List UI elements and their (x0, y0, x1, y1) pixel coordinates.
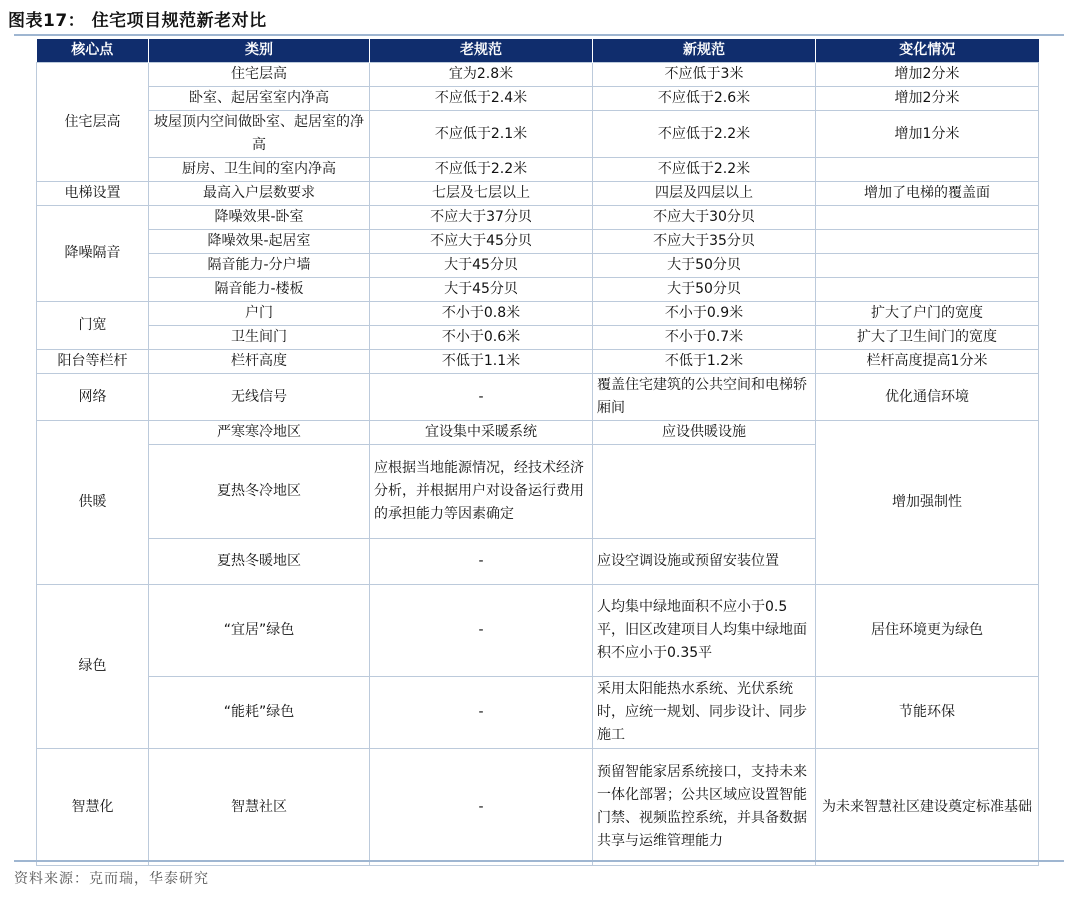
change-cell: 节能环保 (816, 677, 1039, 749)
old-spec-cell: 不低于1.1米 (370, 350, 593, 374)
change-cell (816, 278, 1039, 302)
change-cell: 增加强制性 (816, 421, 1039, 585)
table-row (37, 677, 1039, 749)
header-change: 变化情况 (816, 39, 1039, 63)
table-row (37, 421, 1039, 445)
old-spec-cell: 不应大于45分贝 (370, 230, 593, 254)
category-cell: “能耗”绿色 (149, 677, 370, 749)
core-cell: 网络 (37, 374, 149, 421)
core-cell: 降噪隔音 (37, 206, 149, 302)
table-header-row (37, 39, 1039, 63)
core-cell: 智慧化 (37, 749, 149, 866)
title-divider (14, 34, 1064, 36)
core-cell: 住宅层高 (37, 63, 149, 182)
old-spec-cell: 大于45分贝 (370, 254, 593, 278)
category-cell: “宜居”绿色 (149, 585, 370, 677)
category-cell: 智慧社区 (149, 749, 370, 866)
new-spec-cell: 覆盖住宅建筑的公共空间和电梯轿厢间 (593, 374, 816, 421)
category-cell: 严寒寒冷地区 (149, 421, 370, 445)
header-old-spec: 老规范 (370, 39, 593, 63)
old-spec-cell: 宜为2.8米 (370, 63, 593, 87)
old-spec-cell: 不应低于2.1米 (370, 111, 593, 158)
new-spec-cell: 采用太阳能热水系统、光伏系统时，应统一规划、同步设计、同步施工 (593, 677, 816, 749)
change-cell (816, 230, 1039, 254)
old-spec-cell: 七层及七层以上 (370, 182, 593, 206)
table-row (37, 278, 1039, 302)
core-cell: 电梯设置 (37, 182, 149, 206)
table-row (37, 302, 1039, 326)
header-category: 类别 (149, 39, 370, 63)
table-row (37, 326, 1039, 350)
category-cell: 降噪效果-起居室 (149, 230, 370, 254)
table-row (37, 254, 1039, 278)
source-note: 资料来源：克而瑞，华泰研究 (14, 871, 209, 887)
old-spec-cell: 不小于0.8米 (370, 302, 593, 326)
table-row (37, 585, 1039, 677)
table-row (37, 182, 1039, 206)
change-cell: 增加2分米 (816, 87, 1039, 111)
table-row (37, 749, 1039, 866)
change-cell (816, 254, 1039, 278)
comparison-table (36, 39, 1039, 866)
table-row (37, 87, 1039, 111)
old-spec-cell: - (370, 677, 593, 749)
old-spec-cell: - (370, 539, 593, 585)
header-core: 核心点 (37, 39, 149, 63)
table-row (37, 206, 1039, 230)
old-spec-cell: 不应大于37分贝 (370, 206, 593, 230)
category-cell: 住宅层高 (149, 63, 370, 87)
category-cell: 降噪效果-卧室 (149, 206, 370, 230)
old-spec-cell: - (370, 585, 593, 677)
new-spec-cell: 不应低于2.2米 (593, 111, 816, 158)
table-row (37, 350, 1039, 374)
change-cell: 栏杆高度提高1分米 (816, 350, 1039, 374)
core-cell: 供暖 (37, 421, 149, 585)
change-cell (816, 206, 1039, 230)
category-cell: 栏杆高度 (149, 350, 370, 374)
core-cell: 阳台等栏杆 (37, 350, 149, 374)
old-spec-cell: 不应低于2.2米 (370, 158, 593, 182)
new-spec-cell: 四层及四层以上 (593, 182, 816, 206)
change-cell: 增加了电梯的覆盖面 (816, 182, 1039, 206)
category-cell: 隔音能力-分户墙 (149, 254, 370, 278)
old-spec-cell: 大于45分贝 (370, 278, 593, 302)
new-spec-cell: 不应低于2.6米 (593, 87, 816, 111)
old-spec-cell: 宜设集中采暖系统 (370, 421, 593, 445)
new-spec-cell: 预留智能家居系统接口，支持未来一体化部署；公共区域应设置智能门禁、视频监控系统，并具备数据共享与运维管理能力 (593, 749, 816, 866)
new-spec-cell (593, 445, 816, 539)
category-cell: 厨房、卫生间的室内净高 (149, 158, 370, 182)
change-cell: 扩大了卫生间门的宽度 (816, 326, 1039, 350)
category-cell: 坡屋顶内空间做卧室、起居室的净高 (149, 111, 370, 158)
table-row (37, 374, 1039, 421)
category-cell: 隔音能力-楼板 (149, 278, 370, 302)
change-cell: 居住环境更为绿色 (816, 585, 1039, 677)
table-row (37, 158, 1039, 182)
core-cell: 门宽 (37, 302, 149, 350)
old-spec-cell: - (370, 374, 593, 421)
new-spec-cell: 不应大于30分贝 (593, 206, 816, 230)
category-cell: 无线信号 (149, 374, 370, 421)
bottom-divider (14, 860, 1064, 862)
new-spec-cell: 不小于0.9米 (593, 302, 816, 326)
change-cell: 为未来智慧社区建设奠定标准基础 (816, 749, 1039, 866)
new-spec-cell: 不应大于35分贝 (593, 230, 816, 254)
old-spec-cell: 应根据当地能源情况，经技术经济分析，并根据用户对设备运行费用的承担能力等因素确定 (370, 445, 593, 539)
change-cell: 扩大了户门的宽度 (816, 302, 1039, 326)
old-spec-cell: - (370, 749, 593, 866)
new-spec-cell: 应设空调设施或预留安装位置 (593, 539, 816, 585)
old-spec-cell: 不应低于2.4米 (370, 87, 593, 111)
new-spec-cell: 大于50分贝 (593, 278, 816, 302)
category-cell: 夏热冬暖地区 (149, 539, 370, 585)
category-cell: 户门 (149, 302, 370, 326)
old-spec-cell: 不小于0.6米 (370, 326, 593, 350)
change-cell: 增加1分米 (816, 111, 1039, 158)
category-cell: 夏热冬冷地区 (149, 445, 370, 539)
change-cell (816, 158, 1039, 182)
change-cell: 增加2分米 (816, 63, 1039, 87)
new-spec-cell: 人均集中绿地面积不应小于0.5平，旧区改建项目人均集中绿地面积不应小于0.35平 (593, 585, 816, 677)
new-spec-cell: 不小于0.7米 (593, 326, 816, 350)
header-new-spec: 新规范 (593, 39, 816, 63)
new-spec-cell: 不应低于3米 (593, 63, 816, 87)
table-row (37, 230, 1039, 254)
category-cell: 最高入户层数要求 (149, 182, 370, 206)
category-cell: 卧室、起居室室内净高 (149, 87, 370, 111)
table-row (37, 111, 1039, 158)
new-spec-cell: 不应低于2.2米 (593, 158, 816, 182)
new-spec-cell: 大于50分贝 (593, 254, 816, 278)
core-cell: 绿色 (37, 585, 149, 749)
new-spec-cell: 不低于1.2米 (593, 350, 816, 374)
change-cell: 优化通信环境 (816, 374, 1039, 421)
figure-title: 图表17： 住宅项目规范新老对比 (8, 11, 267, 31)
category-cell: 卫生间门 (149, 326, 370, 350)
new-spec-cell: 应设供暖设施 (593, 421, 816, 445)
table-row (37, 63, 1039, 87)
